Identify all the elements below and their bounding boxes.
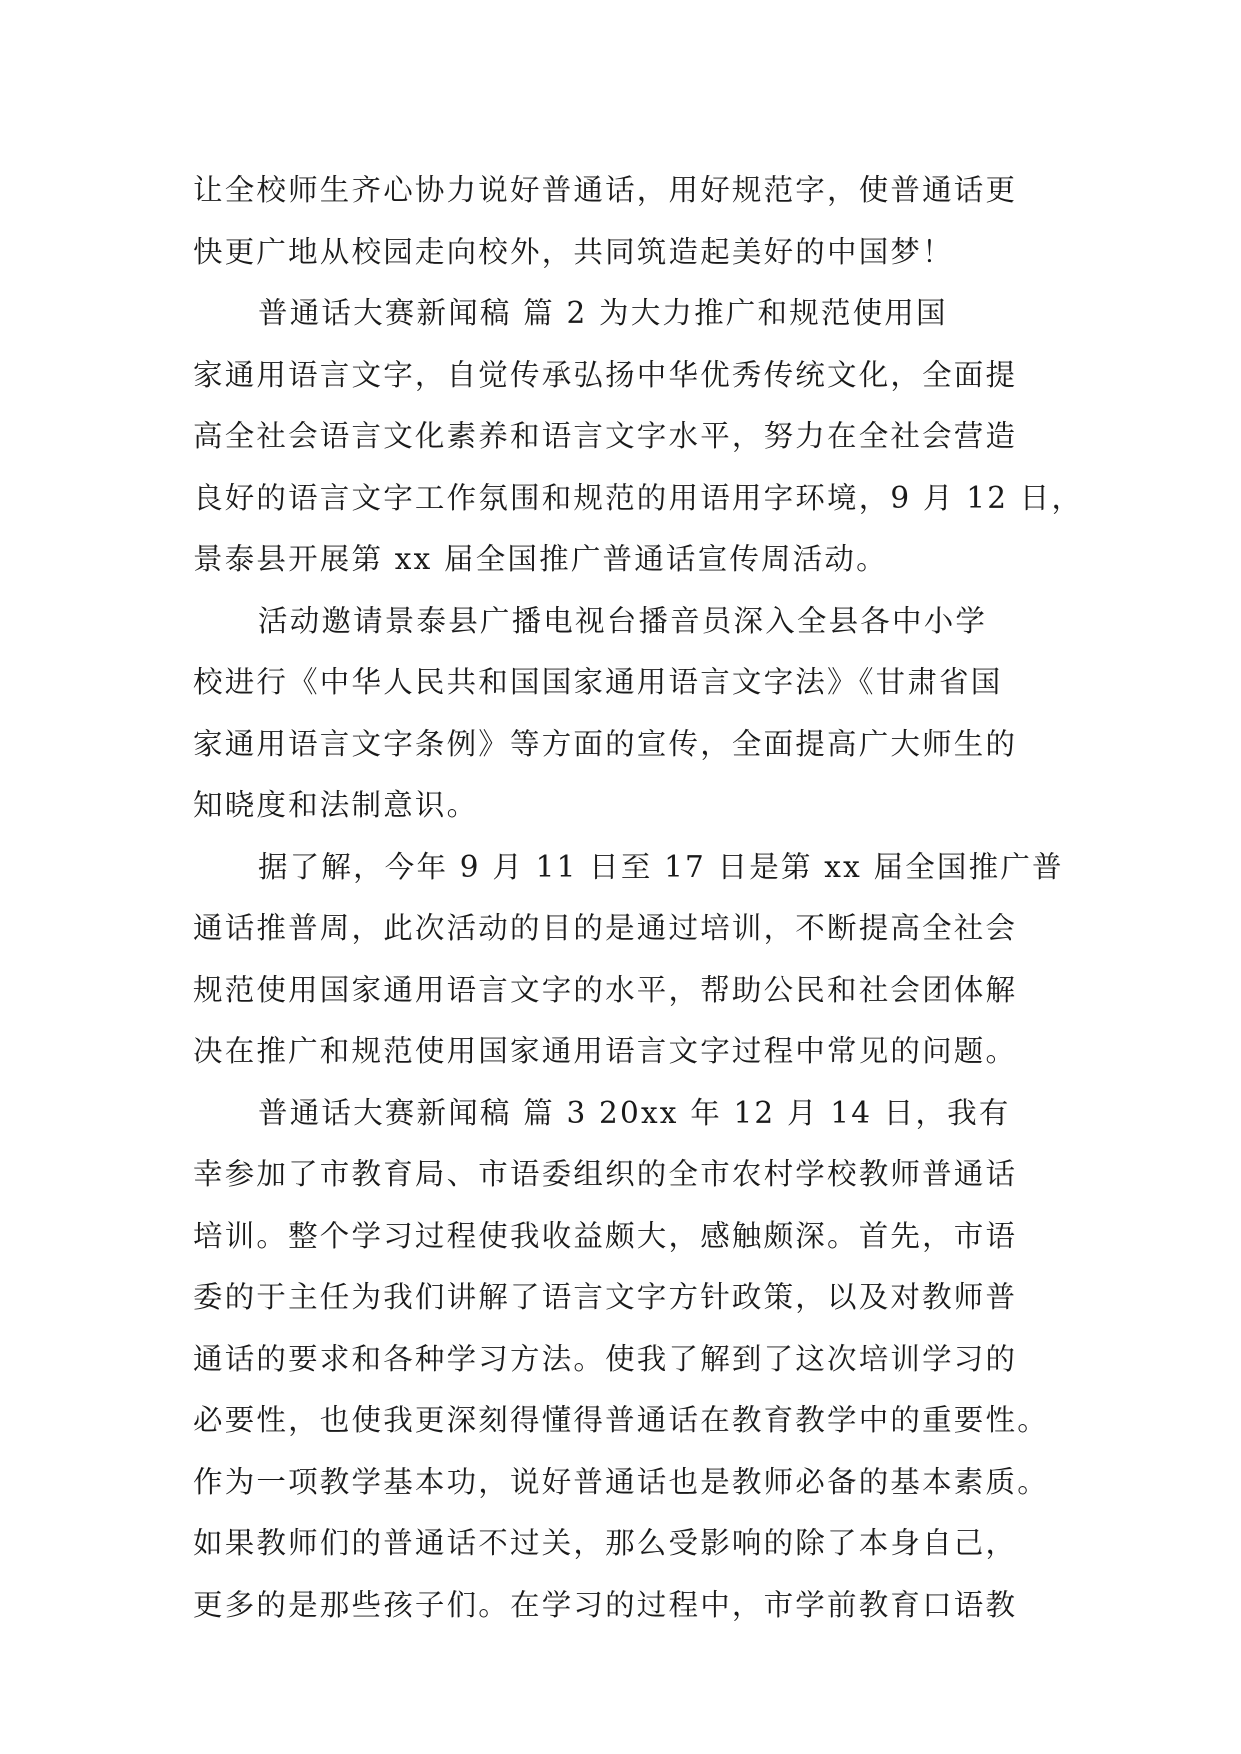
- text-line: 决在推广和规范使用国家通用语言文字过程中常见的问题。: [193, 1034, 1018, 1068]
- text-line: 规范使用国家通用语言文字的水平，帮助公民和社会团体解: [193, 972, 1018, 1007]
- text-line: 更多的是那些孩子们。在学习的过程中，市学前教育口语教: [193, 1587, 1018, 1622]
- text-line: 通话推普周，此次活动的目的是通过培训，不断提高全社会: [193, 911, 1018, 945]
- text-line: 让全校师生齐心协力说好普通话，用好规范字，使普通话更: [193, 173, 1018, 207]
- paragraph-start-line: 据了解，今年 9 月 11 日至 17 日是第 xx 届全国推广普: [258, 849, 1064, 884]
- text-line: 必要性，也使我更深刻得懂得普通话在教育教学中的重要性。: [193, 1403, 1049, 1437]
- section-heading-line: 普通话大赛新闻稿 篇 3 20xx 年 12 月 14 日，我有: [258, 1095, 1011, 1130]
- text-line: 良好的语言文字工作氛围和规范的用语用字环境，9 月 12 日，: [193, 480, 1084, 515]
- text-line: 知晓度和法制意识。: [193, 788, 479, 822]
- article-body: [193, 160, 1084, 1636]
- text-line: 培训。整个学习过程使我收益颇大，感触颇深。首先，市语: [193, 1218, 1018, 1253]
- text-line: 委的于主任为我们讲解了语言文字方针政策，以及对教师普: [193, 1280, 1018, 1314]
- text-line: 校进行《中华人民共和国国家通用语言文字法》《甘肃省国: [193, 665, 1003, 699]
- text-line: 快更广地从校园走向校外，共同筑造起美好的中国梦！: [193, 234, 954, 269]
- text-line: 家通用语言文字条例》等方面的宣传，全面提高广大师生的: [193, 726, 1018, 761]
- text-line: 景泰县开展第 xx 届全国推广普通话宣传周活动。: [193, 542, 888, 576]
- text-line: 如果教师们的普通话不过关，那么受影响的除了本身自己，: [193, 1526, 1018, 1560]
- text-line: 高全社会语言文化素养和语言文字水平，努力在全社会营造: [193, 419, 1018, 453]
- text-line: 幸参加了市教育局、市语委组织的全市农村学校教师普通话: [193, 1157, 1018, 1191]
- paragraph-start-line: 活动邀请景泰县广播电视台播音员深入全县各中小学: [258, 603, 988, 638]
- text-line: 作为一项教学基本功，说好普通话也是教师必备的基本素质。: [193, 1464, 1049, 1499]
- text-line: 通话的要求和各种学习方法。使我了解到了这次培训学习的: [193, 1341, 1018, 1376]
- section-heading-line: 普通话大赛新闻稿 篇 2 为大力推广和规范使用国: [258, 296, 948, 330]
- text-line: 家通用语言文字，自觉传承弘扬中华优秀传统文化，全面提: [193, 357, 1018, 392]
